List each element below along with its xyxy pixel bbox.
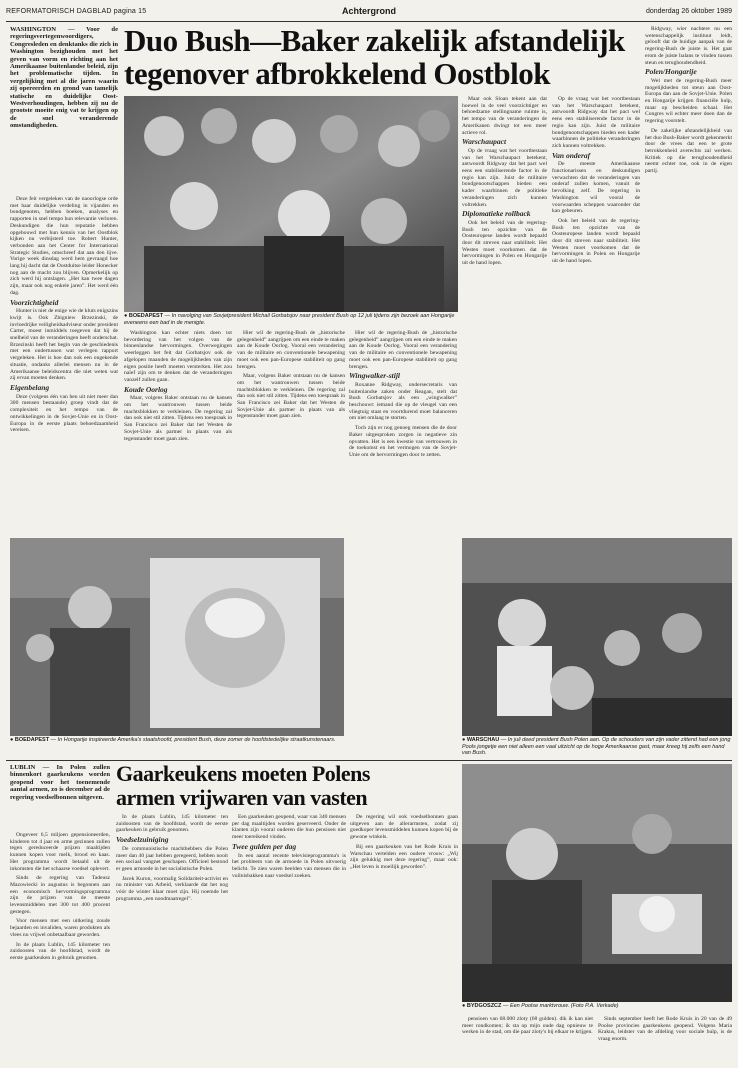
article2-col6: Sinds september heeft het Rode Kruis in 20 van de 49 Poolse provincies gaarkeukens geopend. Volgens Maria Krakus, leidster van de afdeling voor sociale hulp, is de vraag enorm. bbox=[598, 1016, 732, 1043]
article1-col6: Op de vraag wat het voortbestaan van het Warschaupact betekent, antwoordt Ridgway dat het pact wel eens een stabiliserende factor in de regio kan zijn. Juist de militaire bondgenootschappen bieden een kader waarbinnen de politieke veranderingen zich kunnen voltrekken. Van onderaf De meeste Amerikaanse functionarissen en deskundigen verwachten dat de veranderingen van onderaf zullen komen, vanuit de bevolking zelf. De regering in Washington wil vooral de voorwaarden scheppen waaronder dat kan gebeuren. Ook het beleid van de regering-Bush ten opzichte van de Oosteuropese landen wordt bepaald door dit streven naar stabiliteit. Het Westen moet voorkomen dat de hervormingen in Polen en Hongarije uit de hand lopen. bbox=[552, 96, 640, 265]
article2-col2: In de plaats Lublin, 145 kilometer ten zuidoosten van de hoofdstad, wordt de eerste gaarkeuken in gebruik genomen. Voedselzuiniging De communistische machthebbers die Polen meer dan 40 jaar hebben geregeerd, hebben nooit een sociaal vangnet geschapen. Officieel bestond er geen armoede in het socialistische Polen. Jacek Kuron, voormalig Solidariteit-activist en nu minister van Arbeid, verklaarde dat het nog vóór de winter klaar moet zijn. Hij noemde het programma „een noodmaatregel”. bbox=[116, 814, 228, 902]
headline-line-1: Duo Bush—Baker zakelijk afstandelijk bbox=[124, 23, 625, 58]
issue-date: donderdag 26 oktober 1989 bbox=[645, 8, 732, 15]
photo4-caption: ● BYDGOSZCZ — Een Poolse marktvrouw. (Foto P.A. Verkade) bbox=[462, 1003, 619, 1009]
subhead-van-onderaf: Van onderaf bbox=[552, 150, 591, 160]
photo1-caption: ● BOEDAPEST — In navolging van Sovjetpresident Michail Gorbatsjov naar president Bush op 12 juli tijdens zijn bezoek aan Hongarije eveneens een bad in de menigte. bbox=[124, 313, 455, 326]
article1-col2: Washington kan echter niets doen tot bevordering van het volgen van de binnenlandse hervormingen. Overwegingen weerleggen het feit dat Gorbatsjov ook de afgelopen maanden de mogelijkheden van zijn eigen positie heeft moeten versterken. Het zou naïef zijn om te denken dat de veranderingen vanzelf zullen gaan. Koude Oorlog Maar, volgens Baker ontstaan nu de kansen om het wantrouwen tussen beide machtsblokken te verkleinen. De regering zal dan ook niet stil zitten. Tijdens een toespraak in San Francisco zei Baker dat het Westen de Sovjet-Unie als partner in plaats van als tegenstander moet gaan zien. bbox=[124, 330, 232, 442]
article2-col3: Een gaarkeuken geopend, waar van 340 mensen per dag maaltijden worden geserveerd. Onder de klanten zijn vooral ouderen die hun pensioen niet meer toereikend vinden. Twee gulden per dag In een aantal recente televisieprogramma's is het probleem van de armoede in Polen uitvoerig belicht. Te zien waren beelden van mensen die in vuilnisbakken naar voedsel zoeken. bbox=[232, 814, 346, 879]
article1-col3: Hier wil de regering-Bush de „historische gelegenheid” aangrijpen om een einde te maken aan de Koude Oorlog. Vooral een verandering van de militaire en conventionele bewapening moet ook een pan-Europese stabiliteit op gang brengen. Maar, volgens Baker ontstaan nu de kansen om het wantrouwen tussen beide machtsblokken te verkleinen. De regering zal dan ook niet stil zitten. Tijdens een toespraak in San Francisco zei Baker dat het Westen de Sovjet-Unie als partner in plaats van als tegenstander moet gaan zien. bbox=[237, 330, 345, 420]
header-rule bbox=[6, 21, 732, 22]
article2-headline bbox=[116, 762, 462, 810]
subhead-wingwalker: Wingwalker-stijl bbox=[349, 371, 400, 381]
street-artist-photo-image bbox=[10, 538, 344, 736]
subhead-polen-hongarije: Polen/Hongarije bbox=[645, 67, 697, 77]
photo-street-artist bbox=[10, 538, 344, 736]
photo-market-woman bbox=[462, 764, 732, 1002]
article2-col1: Ongeveer 6,5 miljoen gepensioneerden, kinderen tot 4 jaar en arme gezinnen zullen tegen gereduceerde prijzen maaltijden kunnen kopen voor melk, brood en kaas. Het programma wordt betaald uit de inkomsten die het schaarse voedsel oplevert. Sinds de regering van Tadeusz Mazowiecki in augustus is begonnen aan een economisch hervormingsprogramma zijn de prijzen van de meeste levensmiddelen met 300 tot 400 procent gestegen. Voor mensen met een uitkering zoude bejaarden en invaliden, waren produkten als vlees nu vrijwel onbetaalbaar geworden. In de plaats Lublin, 145 kilometer ten zuidoosten van de hoofdstad, wordt de eerste gaarkeuken in gebruik genomen. bbox=[10, 832, 110, 961]
crowd-photo-image bbox=[124, 96, 458, 312]
newspaper-name: REFORMATORISCH DAGBLAD pagina 15 bbox=[6, 8, 147, 15]
headline-line-2: tegenover afbrokkelend Oostblok bbox=[124, 56, 550, 91]
photo-bush-crowd bbox=[124, 96, 458, 312]
headline2-line-1: Gaarkeukens moeten Polens bbox=[116, 761, 370, 786]
market-woman-photo-image bbox=[462, 764, 732, 1002]
subhead-eigenbelang: Eigenbelang bbox=[10, 382, 50, 392]
article1-col4: Hier wil de regering-Bush de „historische gelegenheid” aangrijpen om een einde te maken aan de Koude Oorlog. Vooral een verandering van de militaire en conventionele bewapening moet ook een pan-Europese stabiliteit op gang brengen. Wingwalker-stijl Roxanne Ridgway, ondersecretaris van buitenlandse zaken onder Reagan, stelt dat Bush Gorbatsjov als een „wingwalker” beschouwt: iemand die op de vleugel van een vliegtuig staat en voortdurend moet balanceren om niet omlaag te storten. Toch zijn er nog genoeg mensen die de door Baker uitgesproken zorgen in negatieve zin opvatten. Het is een kwestie van vertrouwen in de toekomst en het vermogen van de Sovjet-Unie om de hervormingen door te zetten. bbox=[349, 330, 457, 458]
section-title: Achtergrond bbox=[342, 6, 396, 16]
article2-col5: pensioen van 68.000 zloty (68 gulden). dik ik kan niet meer rondkomen; ik sta op mijn oude dag opnieuw te werken in de stad, om die paar zloty's bij elkaar te krijgen. bbox=[462, 1016, 593, 1036]
article1-col5: Maar ook Sloan tekent aan dat hoewel in de veel voorzichtiger en behoedzame stellingname ruimte is, het tempo van de veranderingen de Amerikanen dwingt tot een meer actieve rol. Warschaupact Op de vraag wat het voortbestaan van het Warschaupact betekent, antwoordt Ridgway dat het pact wel eens een stabiliserende factor in de regio kan zijn. Juist de militaire bondgenootschappen bieden een kader waarbinnen de politieke veranderingen zich kunnen voltrekken. Diplomatieke rollback Ook het beleid van de regering-Bush ten opzichte van de Oosteuropese landen wordt bepaald door dit streven naar stabiliteit. Het Westen moet voorkomen dat de hervormingen in Polen en Hongarije uit de hand lopen. bbox=[462, 96, 547, 267]
photo-warsaw-child bbox=[462, 538, 732, 736]
subhead-warschaupact: Warschaupact bbox=[462, 137, 507, 147]
article1-lead: WASHINGTON — Voor de regeringsvertegenwoordigers, Congresleden en denktanks die zich in Washington bezighouden met het geven van vorm en richting aan het Amerikaanse buitenlandse beleid, zijn het problematische tijden. In vergelijking met al die jaren waarin zij opereerden en grond van tamelijk statische en duidelijke Oost-Westverhoudingen, hebben zij nu de grootste moeite enig vat te krijgen op de snel veranderende omstandigheden. bbox=[10, 26, 118, 130]
photo3-caption: ● WARSCHAU — In juli deed president Bush Polen aan. Op de schouders van zijn vader zittend had een jong Pools jongetje een niet alleen een vaal uitzicht op de hoge Amerikaanse gast, maar kreeg hij zelfs een hand van Bush. bbox=[462, 737, 731, 756]
article2-lead: LUBLIN — In Polen zullen binnenkort gaarkeukens worden geopend voor het toenemende aantal armen, zo is december ad de regering voedselbonnen uitgeven. bbox=[10, 764, 110, 801]
warsaw-child-photo-image bbox=[462, 538, 732, 736]
subhead-twee-gulden: Twee gulden per dag bbox=[232, 841, 297, 851]
subhead-koude-oorlog: Koude Oorlog bbox=[124, 384, 168, 394]
page-header bbox=[6, 6, 732, 20]
subhead-diplomatieke-rollback: Diplomatieke rollback bbox=[462, 209, 531, 219]
article1-col7: Ridgway, wier nachtere nu een wetenschappelijk instituut leidt, gelooft dat de huidige aanpak van de regering-Bush de juiste is. Het gaat erom de juiste balans te vinden tussen steun en terughoudendheid. Polen/Hongarije Wel met de regering-Bush meer mogelijkheden tot steun aan Oost-Europa dan aan de Sovjet-Unie. Polen en Hongarije krijgen financiële hulp, maar op bescheiden schaal. Het Congres wil echter meer doen dan de regering voorstelt. De zakelijke afstandelijkheid van het duo Bush-Baker wordt gekenmerkt door de vrees dat een te grote betrokkenheid averechts zal werken. Kritiek op die terughoudendheid neemt echter toe, ook in de eigen partij. bbox=[645, 26, 732, 175]
subhead-voorzichtigheid: Voorzichtigheid bbox=[10, 297, 59, 307]
article1-col1: Deze feit vergeleken van de naoorlogse orde met haar duidelijke verdeling in vijanden en bondgenoten, hebben boeken, analyses en rapporten in snel tempo hun relevantie verloren. Deskundigen die hun reputatie hebben opgebouwd met hun kennis van het Oostblok kijken nu verbijsterd toe. Robert Hunter, verbonden aan het Center for International Strategic Studies, omschreef dat aan den lijve. Vorige week dinsdag werd hem gevraagd hoe lang hij dacht dat de Oostduitse leider Honecker nog aan de macht zou blijven. Opmerkelijk op zich werd hij ontslagen. „Het kan twee dagen zijn, maar ook nog enkele jaren”. Het werd één dag. Voorzichtigheid Hunter is niet de enige wie de kluts enigszins kwijt is. Ook Zbigniew Brzezinski, de invloedrijke veiligheidsadviseur onder president Carter, moest inmiddels toegeven dat hij de snelheid van de veranderingen heeft onderschat. Brzezinski heeft het begin van de geschiedenis met een ondertussen wat verlegen rapport vergeleken. Het is hoe dan ook een ongekende situatie, ondanks allerlei mensen nu in de Amerikaanse beleidscentra die niet weten wat zij ervan moeten denken. Eigenbelang Deze (volgens één van hen uit niet meer dan 300 mensen bestaande) groep vindt dat de complexiteit en het tempo van de ontwikkelingen in de Sovjet-Unie en in Oost-Europa in de eerste plaats behoedzaamheid vereisen. bbox=[10, 196, 118, 434]
article2-col4: De regering wil ook voedselbonnen gaan uitgeven aan de allerarmsten, zodat zij goedkoper levensmiddelen kunnen kopen bij de gewone winkels. Bij een gaarkeuken van het Rode Kruis in Warschau vertelden een oudere vrouw: „Wij zijn gelukkig met deze regering”, maar ook: „Het leven is moeilijk geworden”. bbox=[350, 814, 458, 870]
subhead-voedselzuiniging: Voedselzuiniging bbox=[116, 835, 169, 845]
headline2-line-2: armen vrijwaren van vasten bbox=[116, 785, 368, 810]
photo2-caption: ● BOEDAPEST — In Hongarije inspireerde Amerika's staatshoofd, president Bush, deze zomer de hoofdstedelijke straatkunstenaars. bbox=[10, 737, 336, 743]
article1-headline bbox=[124, 24, 732, 90]
